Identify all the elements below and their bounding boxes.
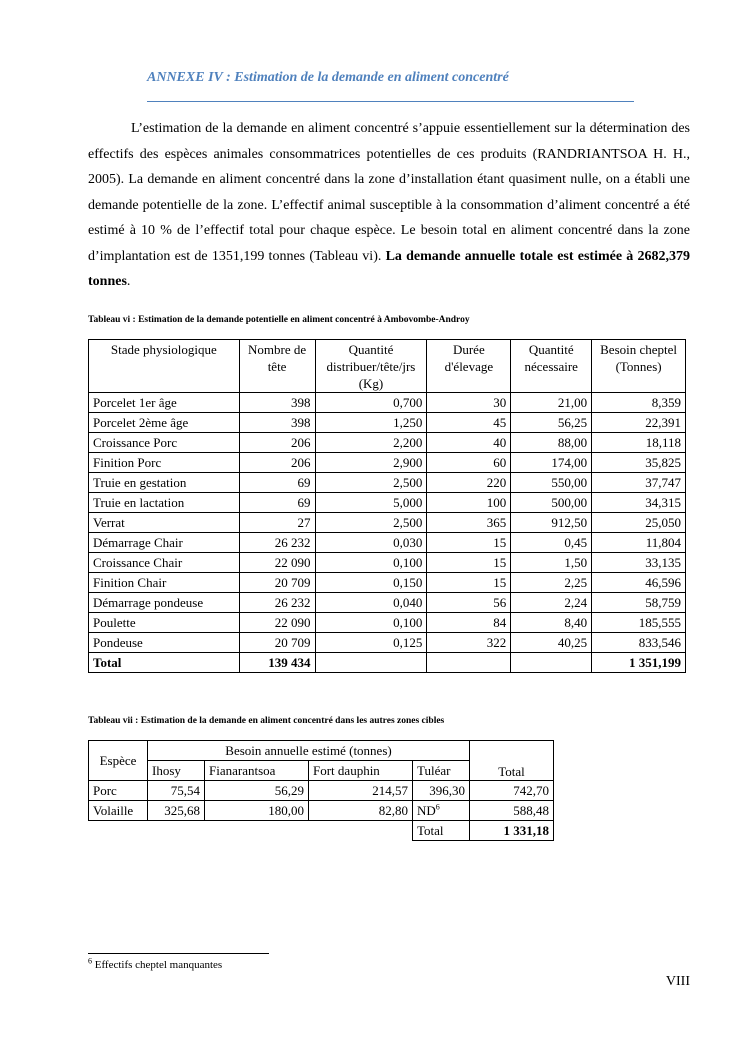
grand-total-value: 1 331,18 — [470, 821, 554, 841]
page-number: VIII — [665, 974, 690, 989]
value-cell: 398 — [239, 413, 315, 433]
table6-header-row — [89, 340, 686, 393]
value-cell: 2,500 — [315, 513, 427, 533]
value-cell: 206 — [239, 453, 315, 473]
value-cell: 60 — [427, 453, 511, 473]
value-cell: 27 — [239, 513, 315, 533]
value-cell: 40 — [427, 433, 511, 453]
value-cell: 22 090 — [239, 553, 315, 573]
value-cell: 2,24 — [511, 593, 592, 613]
value-cell: 8,359 — [592, 393, 686, 413]
value-cell: 365 — [427, 513, 511, 533]
header-espece: Espèce — [89, 741, 148, 781]
value-cell: 0,100 — [315, 613, 427, 633]
footnote — [88, 956, 223, 971]
value-cell: 15 — [427, 533, 511, 553]
value-cell: 1,250 — [315, 413, 427, 433]
value-cell: 56,29 — [205, 781, 309, 801]
stade-cell: Porcelet 1er âge — [89, 393, 240, 413]
total-besoin: 1 351,199 — [592, 653, 686, 673]
paragraph-bold-text: La demande annuelle totale est estimée à 2682,379 tonnes — [88, 248, 690, 289]
value-cell: 20 709 — [239, 633, 315, 653]
value-cell: 25,050 — [592, 513, 686, 533]
annex-title: ANNEXE IV : Estimation de la demande en aliment concentré — [147, 70, 509, 85]
table7-caption: Tableau vii : Estimation de la demande en aliment concentré dans les autres zones cibles — [88, 716, 445, 726]
value-cell: 206 — [239, 433, 315, 453]
footnote-ref: 6 — [435, 802, 440, 812]
header-total: Total — [470, 741, 554, 781]
row-total-cell: 742,70 — [470, 781, 554, 801]
value-cell: 0,700 — [315, 393, 427, 413]
value-cell: 84 — [427, 613, 511, 633]
value-cell: 833,546 — [592, 633, 686, 653]
value-cell: 18,118 — [592, 433, 686, 453]
value-cell: 58,759 — [592, 593, 686, 613]
header-besoin-annuelle: Besoin annuelle estimé (tonnes) — [148, 741, 470, 761]
value-cell: 0,030 — [315, 533, 427, 553]
header-zone-fianarantsoa: Fianarantsoa — [205, 761, 309, 781]
header-zone-tulear: Tuléar — [413, 761, 470, 781]
value-cell: 0,45 — [511, 533, 592, 553]
value-cell: 220 — [427, 473, 511, 493]
table6-demand-ambovombe — [88, 339, 686, 673]
empty-cell — [315, 653, 427, 673]
value-cell: 69 — [239, 493, 315, 513]
table-row — [89, 633, 686, 653]
value-cell: 56,25 — [511, 413, 592, 433]
value-cell: 325,68 — [148, 801, 205, 821]
stade-cell: Porcelet 2ème âge — [89, 413, 240, 433]
value-cell: 20 709 — [239, 573, 315, 593]
espece-cell: Porc — [89, 781, 148, 801]
value-cell: 82,80 — [309, 801, 413, 821]
table-row — [89, 553, 686, 573]
total-label: Total — [89, 653, 240, 673]
table6-caption: Tableau vi : Estimation de la demande potentielle en aliment concentré à Ambovombe-Androy — [88, 315, 470, 325]
value-cell: 26 232 — [239, 593, 315, 613]
nd-value: ND — [417, 803, 436, 818]
value-cell: 26 232 — [239, 533, 315, 553]
table-row — [89, 473, 686, 493]
table-row — [89, 781, 554, 801]
value-cell: 37,747 — [592, 473, 686, 493]
header-stade: Stade physiologique — [89, 340, 240, 393]
value-cell: 550,00 — [511, 473, 592, 493]
value-cell: 11,804 — [592, 533, 686, 553]
table-row — [89, 393, 686, 413]
header-nombre-tete: Nombre de tête — [239, 340, 315, 393]
header-quantite-necessaire: Quantité nécessaire — [511, 340, 592, 393]
value-cell: 100 — [427, 493, 511, 513]
stade-cell: Finition Chair — [89, 573, 240, 593]
table7-demand-other-zones — [88, 740, 554, 841]
stade-cell: Démarrage Chair — [89, 533, 240, 553]
title-underline — [147, 101, 634, 102]
row-total-cell: 588,48 — [470, 801, 554, 821]
stade-cell: Croissance Chair — [89, 553, 240, 573]
value-cell: 8,40 — [511, 613, 592, 633]
table-row — [89, 433, 686, 453]
total-row — [89, 653, 686, 673]
value-cell: 88,00 — [511, 433, 592, 453]
grand-total-row — [89, 821, 554, 841]
value-cell: 40,25 — [511, 633, 592, 653]
value-cell: 0,150 — [315, 573, 427, 593]
table-row — [89, 493, 686, 513]
stade-cell: Verrat — [89, 513, 240, 533]
value-cell: 0,125 — [315, 633, 427, 653]
total-heads: 139 434 — [239, 653, 315, 673]
stade-cell: Truie en lactation — [89, 493, 240, 513]
value-cell: 214,57 — [309, 781, 413, 801]
table-row — [89, 413, 686, 433]
stade-cell: Croissance Porc — [89, 433, 240, 453]
value-cell: 45 — [427, 413, 511, 433]
header-zone-ihosy: Ihosy — [148, 761, 205, 781]
value-cell: 15 — [427, 573, 511, 593]
value-cell: 15 — [427, 553, 511, 573]
value-cell: 35,825 — [592, 453, 686, 473]
value-cell: 398 — [239, 393, 315, 413]
paragraph-text: L’estimation de la demande en aliment concentré s’appuie essentiellement sur la détermination des effectifs des espèces animales consommatrices potentielles de ces produits (RANDRIANTSOA H. H., 2005). La demande en aliment concentré dans la zone d’installation étant quasiment nulle, on a établi une demande potentielle de la zone. L’effectif animal susceptible à la consommation d’aliment concentré a été estimé à 10 % de l’effectif total pour chaque espèce. Le besoin total en aliment concentré dans la zone d’implantation est de 1351,199 tonnes (Tableau vi). — [88, 121, 690, 264]
footnote-number: 6 — [88, 956, 92, 966]
header-zone-fort-dauphin: Fort dauphin — [309, 761, 413, 781]
grand-total-label: Total — [413, 821, 470, 841]
value-cell: 2,900 — [315, 453, 427, 473]
stade-cell: Finition Porc — [89, 453, 240, 473]
header-quantite-distribuer: Quantité distribuer/tête/jrs (Kg) — [315, 340, 427, 393]
value-cell: 174,00 — [511, 453, 592, 473]
value-cell: 2,25 — [511, 573, 592, 593]
value-cell: 322 — [427, 633, 511, 653]
header-besoin-cheptel: Besoin cheptel (Tonnes) — [592, 340, 686, 393]
value-cell: 33,135 — [592, 553, 686, 573]
stade-cell: Truie en gestation — [89, 473, 240, 493]
table-row — [89, 453, 686, 473]
value-cell: 912,50 — [511, 513, 592, 533]
paragraph-end: . — [126, 274, 131, 289]
table-row — [89, 801, 554, 821]
nd-cell — [413, 801, 470, 821]
value-cell: 0,100 — [315, 553, 427, 573]
table-row — [89, 513, 686, 533]
value-cell: 396,30 — [413, 781, 470, 801]
stade-cell: Démarrage pondeuse — [89, 593, 240, 613]
value-cell: 75,54 — [148, 781, 205, 801]
value-cell: 2,200 — [315, 433, 427, 453]
value-cell: 185,555 — [592, 613, 686, 633]
value-cell: 500,00 — [511, 493, 592, 513]
value-cell: 22 090 — [239, 613, 315, 633]
stade-cell: Pondeuse — [89, 633, 240, 653]
table-row — [89, 573, 686, 593]
header-duree-elevage: Durée d'élevage — [427, 340, 511, 393]
value-cell: 56 — [427, 593, 511, 613]
value-cell: 22,391 — [592, 413, 686, 433]
footnote-text: Effectifs cheptel manquantes — [92, 959, 223, 971]
empty-cell — [511, 653, 592, 673]
footnote-separator — [88, 953, 269, 954]
espece-cell: Volaille — [89, 801, 148, 821]
value-cell: 34,315 — [592, 493, 686, 513]
empty-cell — [427, 653, 511, 673]
value-cell: 46,596 — [592, 573, 686, 593]
table-row — [89, 533, 686, 553]
value-cell: 5,000 — [315, 493, 427, 513]
value-cell: 1,50 — [511, 553, 592, 573]
value-cell: 180,00 — [205, 801, 309, 821]
table-row — [89, 613, 686, 633]
value-cell: 69 — [239, 473, 315, 493]
value-cell: 2,500 — [315, 473, 427, 493]
value-cell: 30 — [427, 393, 511, 413]
stade-cell: Poulette — [89, 613, 240, 633]
value-cell: 0,040 — [315, 593, 427, 613]
value-cell: 21,00 — [511, 393, 592, 413]
table-row — [89, 593, 686, 613]
intro-paragraph — [88, 116, 690, 295]
